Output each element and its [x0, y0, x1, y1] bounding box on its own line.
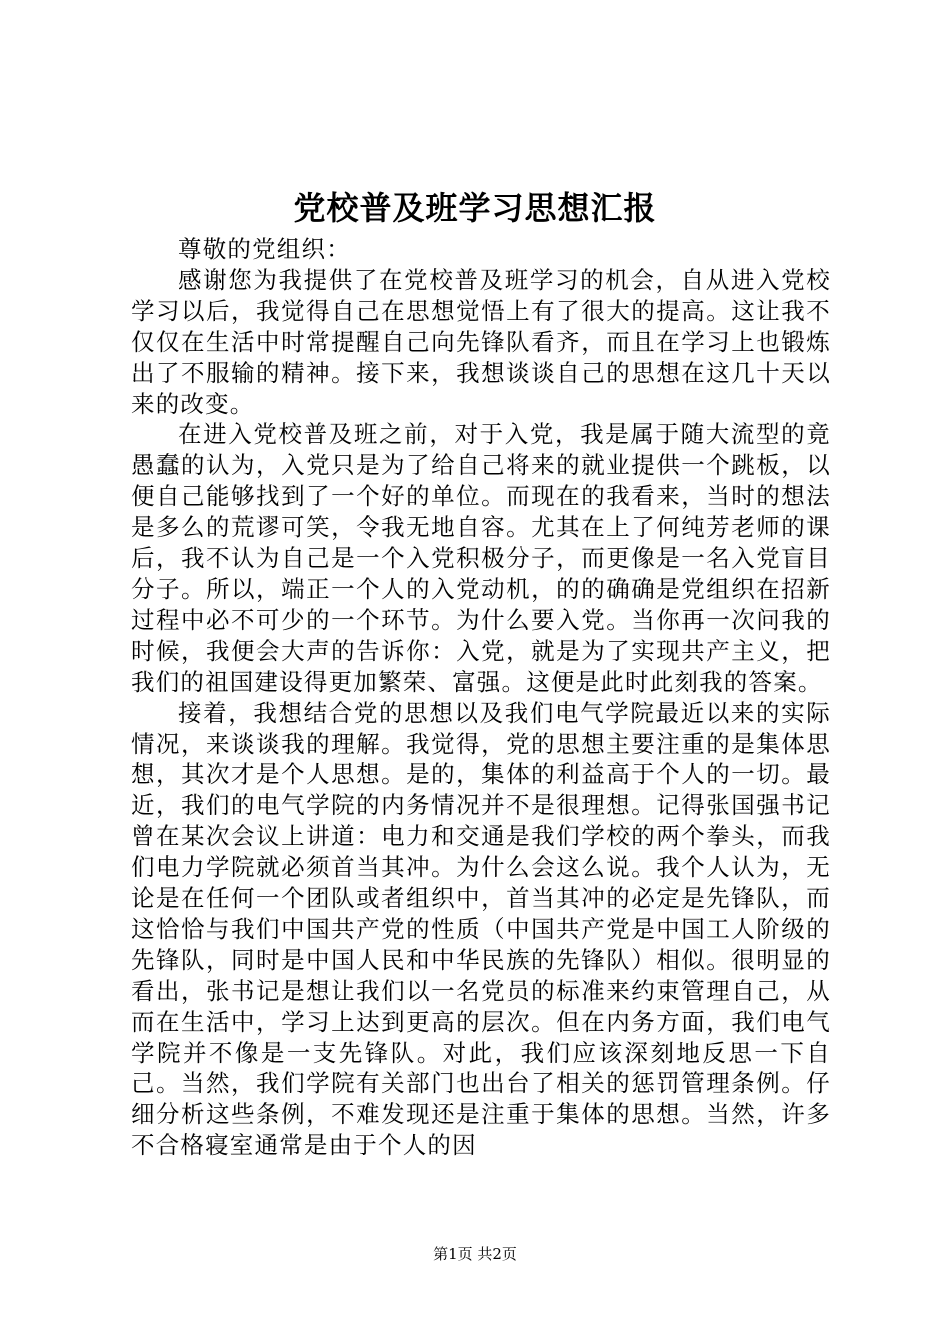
paragraph-2: 在进入党校普及班之前，对于入党，我是属于随大流型的竟愚蠢的认为，入党只是为了给自己将来的就业提供一个跳板，以便自己能够找到了一个好的单位。而现在的我看来，当时的想法是多么的荒谬可笑，令我无地自容。尤其在上了何纯芳老师的课后，我不认为自己是一个入党积极分子，而更像是一名入党盲目分子。所以，端正一个人的入党动机，的的确确是党组织在招新过程中必不可少的一个环节。为什么要入党。当你再一次问我的时候，我便会大声的告诉你：入党，就是为了实现共产主义，把我们的祖国建设得更加繁荣、富强。这便是此时此刻我的答案。	[131, 420, 831, 696]
document-body	[131, 234, 831, 1161]
salutation: 尊敬的党组织：	[178, 235, 351, 263]
document-title: 党校普及班学习思想汇报	[293, 189, 657, 227]
paragraph-1: 感谢您为我提供了在党校普及班学习的机会，自从进入党校学习以后，我觉得自己在思想觉悟上有了很大的提高。这让我不仅仅在生活中时常提醒自己向先锋队看齐，而且在学习上也锻炼出了不服输的精神。接下来，我想谈谈自己的思想在这几十天以来的改变。	[131, 265, 831, 418]
page-footer: 第1页 共2页	[433, 1245, 517, 1263]
paragraph-3: 接着，我想结合党的思想以及我们电气学院最近以来的实际情况，来谈谈我的理解。我觉得，党的思想主要注重的是集体思想，其次才是个人思想。是的，集体的利益高于个人的一切。最近，我们的电气学院的内务情况并不是很理想。记得张国强书记曾在某次会议上讲道：电力和交通是我们学校的两个拳头，而我们电力学院就必须首当其冲。为什么会这么说。我个人认为，无论是在任何一个团队或者组织中，首当其冲的必定是先锋队，而这恰恰与我们中国共产党的性质（中国共产党是中国工人阶级的先锋队，同时是中国人民和中华民族的先锋队）相似。很明显的看出，张书记是想让我们以一名党员的标准来约束管理自己，从而在生活中，学习上达到更高的层次。但在内务方面，我们电气学院并不像是一支先锋队。对此，我们应该深刻地反思一下自己。当然，我们学院有关部门也出台了相关的惩罚管理条例。仔细分析这些条例，不难发现还是注重于集体的思想。当然，许多不合格寝室通常是由于个人的因	[131, 698, 831, 1160]
